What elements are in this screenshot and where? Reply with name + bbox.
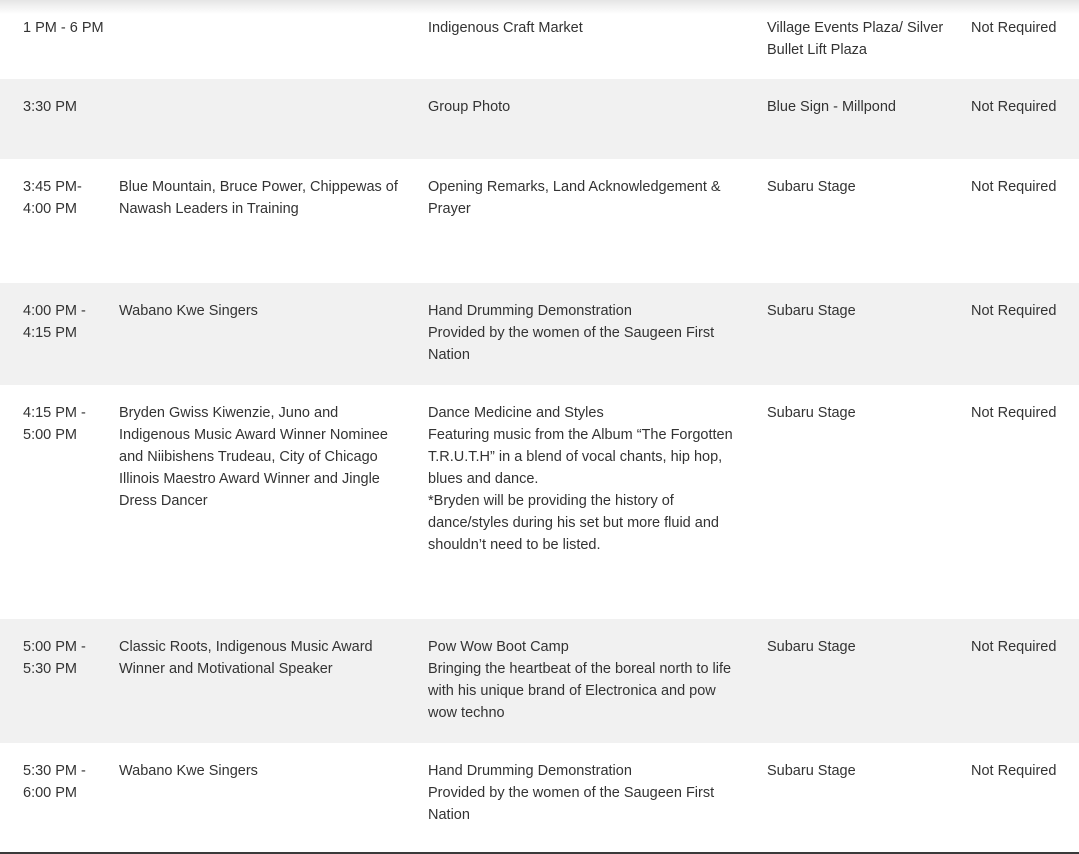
time-cell: 3:45 PM- 4:00 PM — [23, 179, 82, 217]
table-row — [0, 159, 1079, 283]
activity-line: Provided by the women of the Saugeen First Nation — [428, 325, 715, 363]
performer-cell: Wabano Kwe Singers — [119, 763, 258, 779]
location-cell: Subaru Stage — [767, 303, 856, 319]
tickets-cell: Not Required — [971, 20, 1057, 36]
tickets-cell: Not Required — [971, 763, 1057, 779]
activity-cell — [428, 79, 767, 159]
performer-cell: Classic Roots, Indigenous Music Award Winner and Motivational Speaker — [119, 639, 373, 677]
time-cell: 4:00 PM - 4:15 PM — [23, 303, 86, 341]
activity-line: Provided by the women of the Saugeen First Nation — [428, 785, 715, 823]
location-cell: Subaru Stage — [767, 763, 856, 779]
location-cell: Subaru Stage — [767, 639, 856, 655]
activity-cell — [428, 743, 767, 852]
activity-line: Dance Medicine and Styles — [428, 405, 604, 421]
table-row — [0, 79, 1079, 159]
tickets-cell: Not Required — [971, 303, 1057, 319]
time-cell: 4:15 PM - 5:00 PM — [23, 405, 86, 443]
activity-line: Bringing the heartbeat of the boreal north to life with his unique brand of Electronica and pow wow techno — [428, 661, 732, 721]
table-row — [0, 743, 1079, 852]
table-row — [0, 283, 1079, 385]
activity-line: Hand Drumming Demonstration — [428, 763, 632, 779]
performer-cell: Wabano Kwe Singers — [119, 303, 258, 319]
time-cell: 5:00 PM - 5:30 PM — [23, 639, 86, 677]
performer-cell — [119, 0, 428, 79]
table-row — [0, 385, 1079, 619]
activity-cell — [428, 0, 767, 79]
activity-line: Group Photo — [428, 99, 511, 115]
activity-cell — [428, 385, 767, 619]
performer-cell: Blue Mountain, Bruce Power, Chippewas of Nawash Leaders in Training — [119, 179, 398, 217]
location-cell: Blue Sign - Millpond — [767, 99, 896, 115]
performer-cell: Bryden Gwiss Kiwenzie, Juno and Indigenous Music Award Winner Nominee and Niibishens Trudeau, City of Chicago Illinois Maestro Award Winner and Jingle Dress Dancer — [119, 405, 388, 509]
location-cell: Subaru Stage — [767, 405, 856, 421]
time-cell: 1 PM - 6 PM — [23, 20, 104, 36]
activity-line: Indigenous Craft Market — [428, 20, 583, 36]
activity-cell — [428, 159, 767, 283]
activity-line: Featuring music from the Album “The Forgotten T.R.U.T.H” in a blend of vocal chants, hip hop, blues and dance. — [428, 427, 733, 487]
location-cell: Subaru Stage — [767, 179, 856, 195]
activity-line: Opening Remarks, Land Acknowledgement & Prayer — [428, 179, 721, 217]
tickets-cell: Not Required — [971, 405, 1057, 421]
activity-cell — [428, 619, 767, 743]
tickets-cell: Not Required — [971, 179, 1057, 195]
activity-line: Hand Drumming Demonstration — [428, 303, 632, 319]
time-cell: 5:30 PM - 6:00 PM — [23, 763, 86, 801]
tickets-cell: Not Required — [971, 99, 1057, 115]
activity-line: Pow Wow Boot Camp — [428, 639, 569, 655]
table-row — [0, 0, 1079, 79]
table-row — [0, 619, 1079, 743]
activity-cell — [428, 283, 767, 385]
performer-cell — [119, 79, 428, 159]
time-cell: 3:30 PM — [23, 99, 77, 115]
activity-line: *Bryden will be providing the history of dance/styles during his set but more fluid and shouldn’t need to be listed. — [428, 493, 719, 553]
tickets-cell: Not Required — [971, 639, 1057, 655]
location-cell: Village Events Plaza/ Silver Bullet Lift Plaza — [767, 20, 944, 58]
